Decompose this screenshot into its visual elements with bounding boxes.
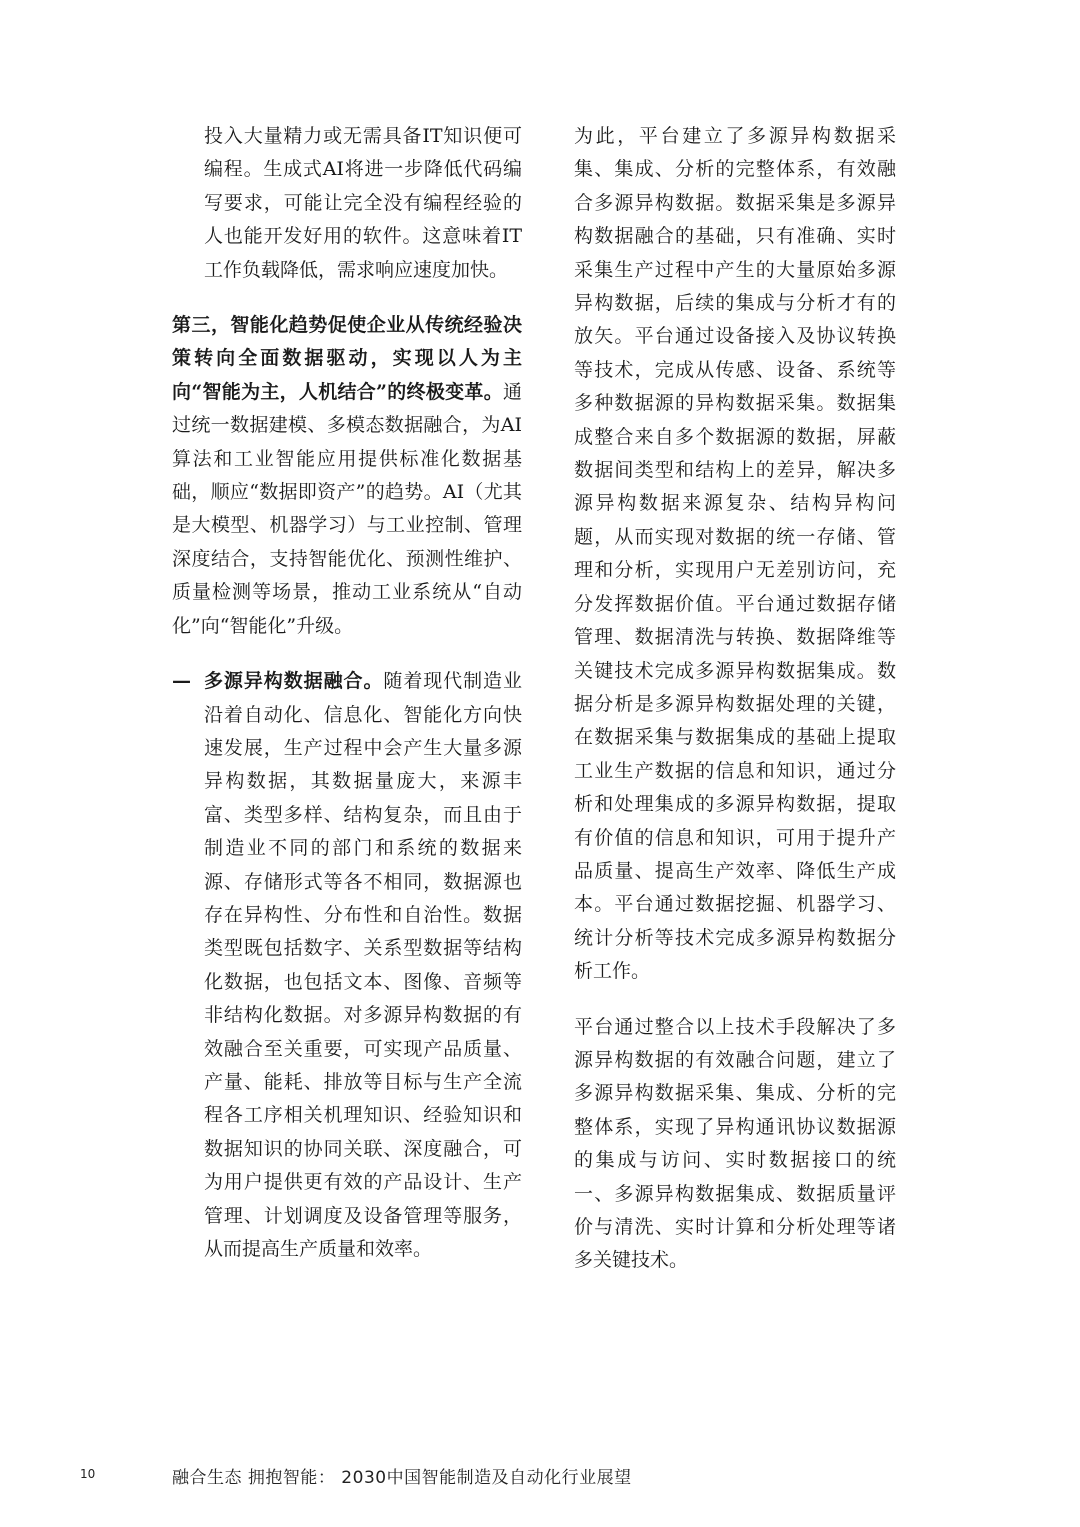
bullet-body: 随着现代制造业沿着自动化、信息化、智能化方向快速发展，生产过程中会产生大量多源异构数据，其数据量庞大，来源丰富、类型多样、结构复杂，而且由于制造业不同的部门和系统的数据来源、存储形式等各不相同，数据源也存在异构性、分布性和自治性。数据类型既包括数字、关系型数据等结构化数据，也包括文本、图像、音频等非结构化数据。对多源异构数据的有效融合至关重要，可实现产品质量、产量、能耗、排放等目标与生产全流程各工序相关机理知识、经验知识和数据知识的协同关联、深度融合，可为用户提供更有效的产品设计、生产管理、计划调度及设备管理等服务，从而提高生产质量和效率。 <box>204 670 522 1260</box>
right-column <box>574 120 896 1278</box>
left-column <box>172 120 522 1266</box>
left-paragraph-2 <box>172 309 522 643</box>
page-number: 10 <box>80 1467 96 1481</box>
right-paragraph-2: 平台通过整合以上技术手段解决了多源异构数据的有效融合问题，建立了多源异构数据采集、集成、分析的完整体系，实现了异构通讯协议数据源的集成与访问、实时数据接口的统一、多源异构数据集成、数据质量评价与清洗、实时计算和分析处理等诸多关键技术。 <box>574 1015 896 1272</box>
bullet-dash: — <box>172 670 191 693</box>
left-paragraph-1: 投入大量精力或无需具备IT知识便可编程。生成式AI将进一步降低代码编写要求，可能让完全没有编程经验的人也能开发好用的软件。这意味着IT工作负载降低，需求响应速度加快。 <box>204 125 522 281</box>
page-footer <box>0 1463 1080 1493</box>
left-paragraph-2-heading: 第三，智能化趋势促使企业从传统经验决策转向全面数据驱动，实现以人为主向“智能为主，人机结合”的终极变革。 <box>172 314 522 403</box>
left-paragraph-2-body: 通过统一数据建模、多模态数据融合，为AI算法和工业智能应用提供标准化数据基础，顺应“数据即资产”的趋势。AI（尤其是大模型、机器学习）与工业控制、管理深度结合，支持智能优化、预测性维护、质量检测等场景，推动工业系统从“自动化”向“智能化”升级。 <box>172 380 522 637</box>
footer-title: 融合生态 拥抱智能： 2030中国智能制造及自动化行业展望 <box>172 1468 632 1488</box>
right-paragraph-1: 为此，平台建立了多源异构数据采集、集成、分析的完整体系，有效融合多源异构数据。数据采集是多源异构数据融合的基础，只有准确、实时采集生产过程中产生的大量原始多源异构数据，后续的集成与分析才有的放矢。平台通过设备接入及协议转换等技术，完成从传感、设备、系统等多种数据源的异构数据采集。数据集成整合来自多个数据源的数据，屏蔽数据间类型和结构上的差异，解决多源异构数据来源复杂、结构异构问题，从而实现对数据的统一存储、管理和分析，实现用户无差别访问，充分发挥数据价值。平台通过数据存储管理、数据清洗与转换、数据降维等关键技术完成多源异构数据集成。数据分析是多源异构数据处理的关键，在数据采集与数据集成的基础上提取工业生产数据的信息和知识，通过分析和处理集成的多源异构数据，提取有价值的信息和知识，可用于提升产品质量、提高生产效率、降低生产成本。平台通过数据挖掘、机器学习、统计分析等技术完成多源异构数据分析工作。 <box>574 125 896 983</box>
bullet-heading: 多源异构数据融合。 <box>204 670 384 693</box>
bullet-item-data-fusion <box>172 665 522 1266</box>
